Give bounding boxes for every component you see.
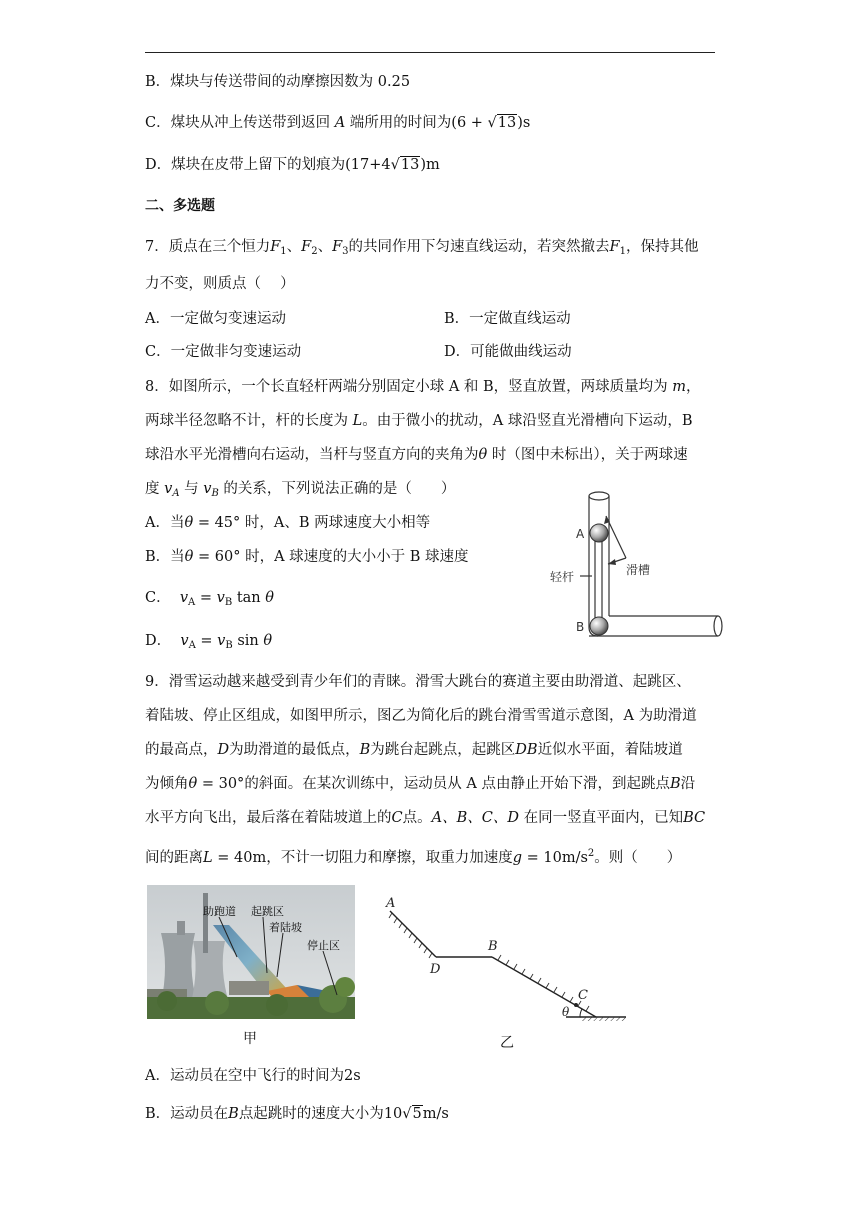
section-heading: 二、多选题 — [145, 198, 215, 214]
q8-option-a: A．当θ = 45° 时，A、B 两球速度大小相等 — [145, 515, 431, 531]
rod-groove-figure — [540, 484, 730, 644]
q6-option-c: C．煤块从冲上传送带到返回 A 端所用的时间为(6 + √13)s — [145, 115, 531, 131]
label-c: C — [578, 988, 588, 1003]
q6-option-b: B．煤块与传送带间的动摩擦因数为 0.25 — [145, 74, 411, 90]
label-ball-a: A — [576, 527, 585, 541]
q8-stem-line2: 两球半径忽略不计，杆的长度为 L。由于微小的扰动，A 球沿竖直光滑槽向下运动，B — [145, 413, 693, 429]
q8-stem-line1: 8．如图所示，一个长直轻杆两端分别固定小球 A 和 B，竖直放置，两球质量均为 m， — [145, 379, 701, 395]
ski-jump-photo — [147, 885, 355, 1019]
q9-option-b: B．运动员在B点起跳时的速度大小为10√5m/s — [145, 1106, 449, 1122]
q9-stem-line5: 水平方向飞出，最后落在着陆坡道上的C点。A、B、C、D 在同一竖直平面内，已知BC — [145, 810, 706, 826]
ball-b — [590, 617, 608, 635]
label-a: A — [386, 896, 396, 911]
q8-stem-line3: 球沿水平光滑槽向右运动，当杆与竖直方向的夹角为θ 时（图中未标出），关于两球速 — [145, 447, 688, 463]
q7-stem-line1: 7．质点在三个恒力$F_1$、$F_2$、$F_3$的共同作用下匀速直线运动，若突然撤去$F_1$，保持其他 — [145, 239, 699, 257]
photo-label-outrun: 停止区 — [307, 939, 340, 952]
q9-stem-line6: 间的距离L = 40m，不计一切阻力和摩擦，取重力加速度$g = 10m/s^2$。则（ ） — [145, 848, 682, 866]
photo-label-inrun: 助跑道 — [203, 905, 236, 918]
q8-stem-line4: 度 $v_A$ 与 $v_B$ 的关系，下列说法正确的是（ ） — [145, 481, 456, 499]
q9-stem-line4: 为倾角θ = 30°的斜面。在某次训练中，运动员从 A 点由静止开始下滑，到起跳点B沿 — [145, 776, 696, 792]
q9-stem-line3: 的最高点，D为助滑道的最低点，B为跳台起跳点，起跳区DB近似水平面，着陆坡道 — [145, 742, 683, 758]
label-ball-b: B — [576, 620, 585, 634]
q9-option-a: A．运动员在空中飞行的时间为2s — [145, 1068, 361, 1084]
photo-label-takeoff: 起跳区 — [251, 905, 284, 918]
q7-option-d: D．可能做曲线运动 — [444, 344, 572, 360]
q6-option-d: D．煤块在皮带上留下的划痕为(17+4√13)m — [145, 157, 440, 173]
caption-photo: 甲 — [243, 1031, 257, 1047]
q9-stem-line1: 9．滑雪运动越来越受到青少年们的青睐。滑雪大跳台的赛道主要由助滑道、起跳区、 — [145, 674, 691, 690]
q7-option-b: B．一定做直线运动 — [444, 311, 571, 327]
q8-option-c: C． $v_A = v_B$ tan θ — [145, 590, 274, 608]
label-b: B — [488, 939, 498, 954]
q8-option-b: B．当θ = 60° 时，A 球速度的大小小于 B 球速度 — [145, 549, 469, 565]
ski-track-diagram — [380, 895, 630, 1025]
label-groove: 滑槽 — [626, 563, 651, 577]
caption-diagram: 乙 — [500, 1035, 514, 1051]
q7-option-a: A．一定做匀变速运动 — [145, 311, 286, 327]
label-theta: θ — [562, 1005, 570, 1019]
label-rod: 轻杆 — [550, 570, 575, 584]
photo-label-landing: 着陆坡 — [269, 921, 302, 934]
header-rule — [145, 52, 715, 53]
q7-option-c: C．一定做非匀变速运动 — [145, 344, 302, 360]
ball-a — [590, 524, 608, 542]
q8-option-d: D． $v_A = v_B$ sin θ — [145, 633, 273, 651]
q9-stem-line2: 着陆坡、停止区组成，如图甲所示，图乙为简化后的跳台滑雪雪道示意图，A 为助滑道 — [145, 708, 697, 724]
q7-stem-line2: 力不变，则质点（ ） — [145, 276, 295, 292]
label-d: D — [430, 962, 441, 977]
point-c — [574, 1003, 578, 1007]
